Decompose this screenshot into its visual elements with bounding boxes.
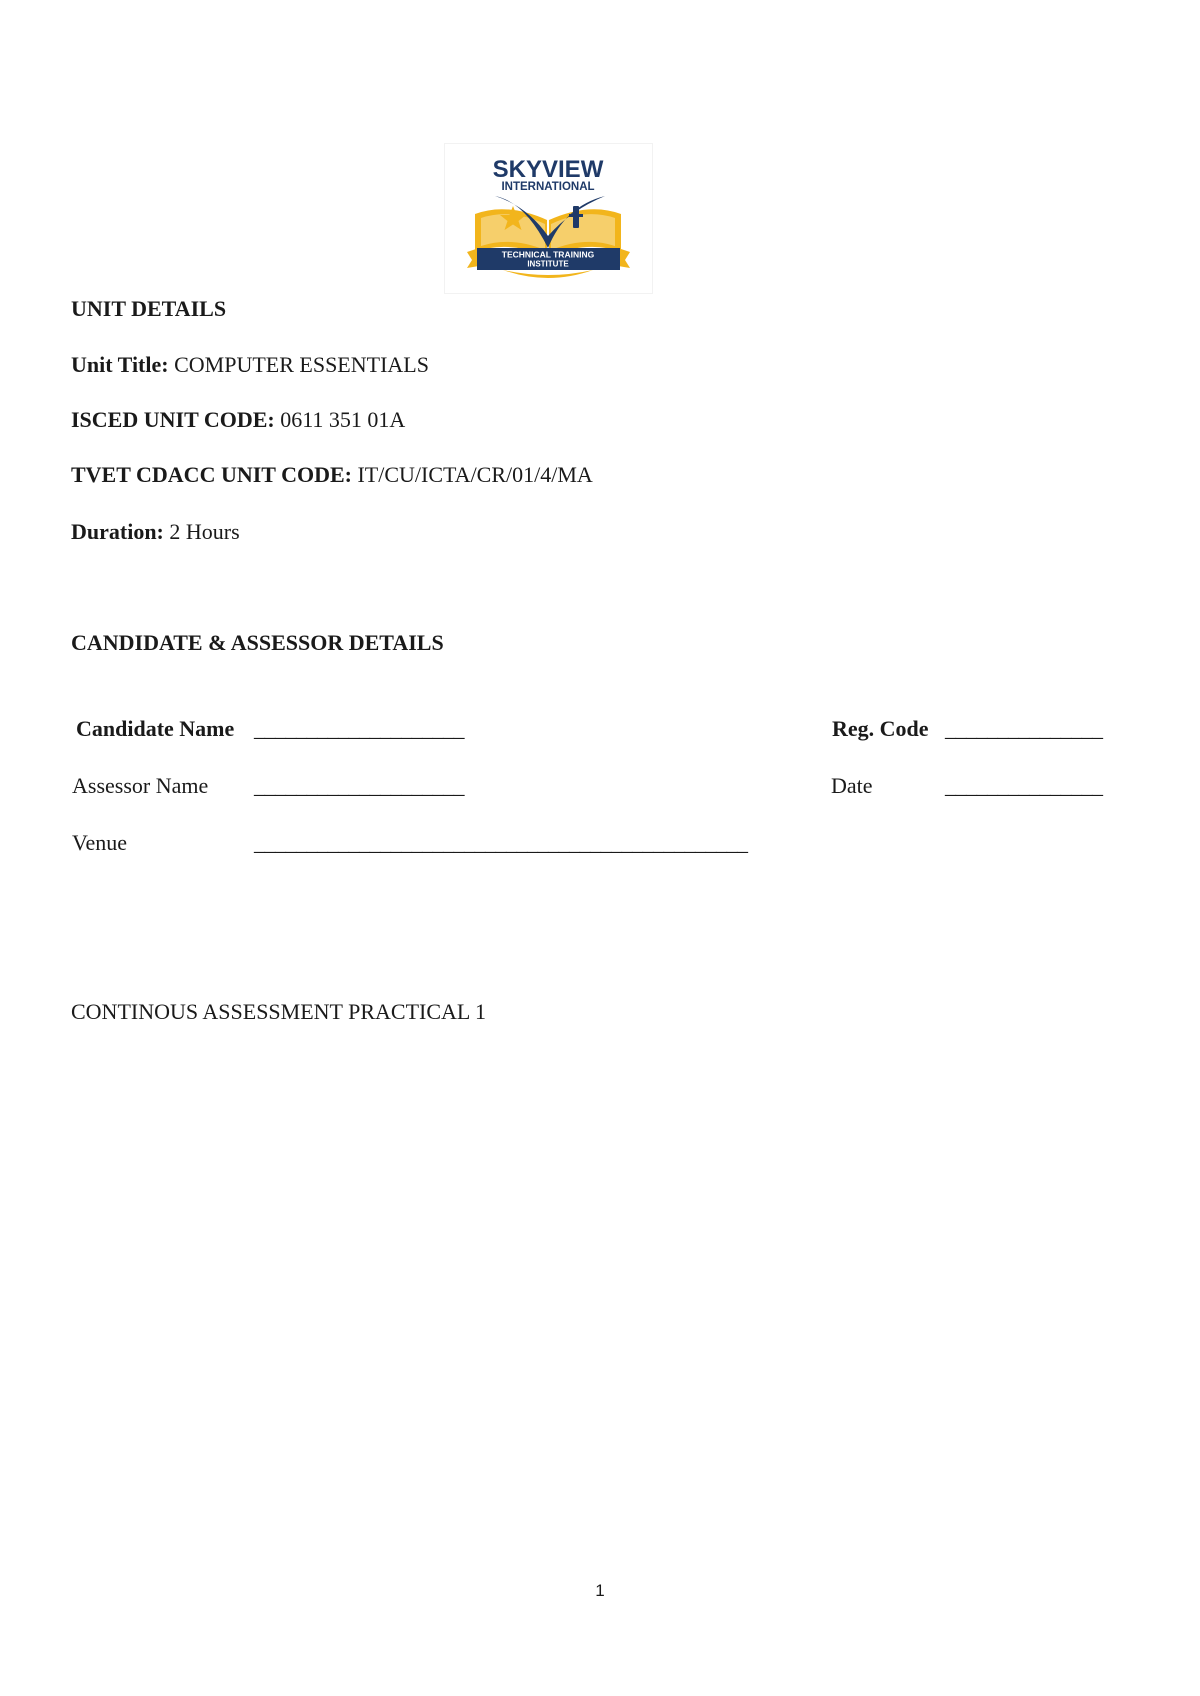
- page-number: 1: [595, 1581, 605, 1600]
- unit-title-value: COMPUTER ESSENTIALS: [174, 352, 429, 377]
- institute-logo: [444, 143, 653, 294]
- tvet-code-value: IT/CU/ICTA/CR/01/4/MA: [357, 462, 593, 487]
- isced-code-line: [71, 407, 405, 433]
- logo-base-curve: [503, 270, 593, 278]
- duration-line: [71, 519, 240, 545]
- tvet-code-label: TVET CDACC UNIT CODE:: [71, 462, 352, 487]
- reg-code-field[interactable]: _______________: [945, 716, 1103, 741]
- venue-field[interactable]: _______________________________________________: [254, 830, 748, 855]
- isced-code-value: 0611 351 01A: [280, 407, 406, 432]
- assessor-name-label: Assessor Name: [72, 773, 209, 798]
- venue-label: Venue: [72, 830, 127, 855]
- assessment-title: CONTINOUS ASSESSMENT PRACTICAL 1: [71, 999, 487, 1024]
- candidate-name-field[interactable]: ____________________: [254, 716, 464, 741]
- logo-ribbon-line2: INSTITUTE: [527, 259, 569, 269]
- isced-code-label: ISCED UNIT CODE:: [71, 407, 275, 432]
- candidate-details-heading: CANDIDATE & ASSESSOR DETAILS: [71, 630, 444, 655]
- unit-title-label: Unit Title:: [71, 352, 169, 377]
- date-field[interactable]: _______________: [945, 773, 1103, 798]
- duration-label: Duration:: [71, 519, 164, 544]
- tvet-code-line: [71, 462, 593, 488]
- assessor-name-field[interactable]: ____________________: [254, 773, 464, 798]
- logo-ribbon-line1: TECHNICAL TRAINING: [501, 249, 595, 260]
- logo-name-line1: SKYVIEW: [492, 156, 604, 183]
- duration-value: 2 Hours: [169, 519, 240, 544]
- reg-code-label: Reg. Code: [832, 716, 929, 741]
- logo-graphic: [445, 144, 652, 293]
- date-label: Date: [831, 773, 873, 798]
- candidate-name-label: Candidate Name: [76, 716, 235, 741]
- unit-title-line: [71, 352, 429, 378]
- unit-details-heading: UNIT DETAILS: [71, 296, 227, 321]
- logo-name-line2: INTERNATIONAL: [501, 181, 595, 193]
